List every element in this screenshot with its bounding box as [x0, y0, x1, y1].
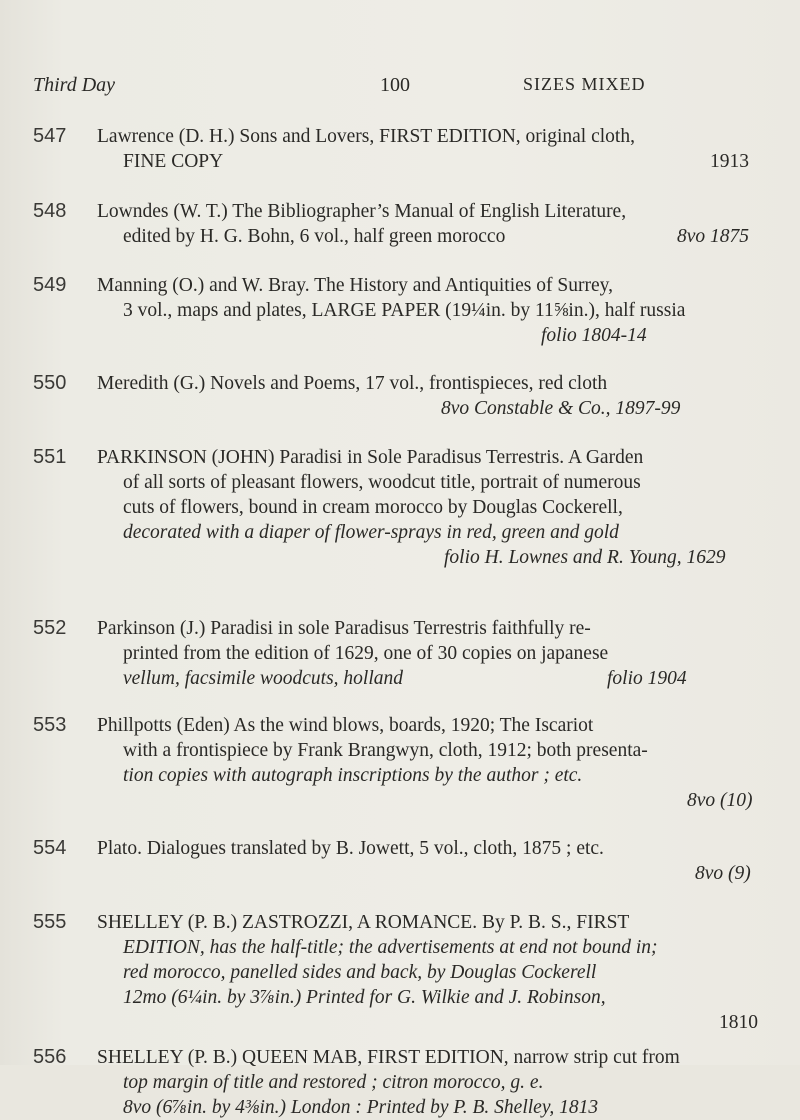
lot-number: 551: [33, 446, 67, 468]
lot-text: Lowndes (W. T.) The Bibliographer’s Manual of English Literature,: [97, 201, 627, 222]
lot-text: Phillpotts (Eden) As the wind blows, boards, 1920; The Iscariot: [97, 715, 594, 736]
lot-text: of all sorts of pleasant flowers, woodcut title, portrait of numerous: [123, 472, 641, 493]
lot-text: PARKINSON (JOHN) Paradisi in Sole Paradisus Terrestris. A Garden: [97, 447, 644, 468]
lot-text: red morocco, panelled sides and back, by Douglas Cockerell: [123, 962, 597, 983]
header-section: SIZES MIXED: [523, 74, 646, 94]
lot-number: 550: [33, 372, 67, 394]
lot-text: tion copies with autograph inscriptions by the author ; etc.: [123, 765, 583, 786]
lot-text-row: [97, 666, 777, 691]
lot-text: Lawrence (D. H.) Sons and Lovers, FIRST EDITION, original cloth,: [97, 126, 635, 147]
running-header: [0, 74, 800, 104]
lot-text: Plato. Dialogues translated by B. Jowett, 5 vol., cloth, 1875 ; etc.: [97, 838, 604, 859]
lot-text: SHELLEY (P. B.) QUEEN MAB, FIRST EDITION, narrow strip cut from: [97, 1047, 680, 1068]
lot-format: folio 1804-14: [541, 325, 647, 346]
lot-number: 548: [33, 200, 67, 222]
lot-imprint: 8vo (6⅞in. by 4⅜in.) London : Printed by P. B. Shelley, 1813: [123, 1097, 599, 1118]
lot-text: Parkinson (J.) Paradisi in sole Paradisus Terrestris faithfully re-: [97, 618, 591, 639]
lot-text-row: [97, 149, 777, 174]
page-number: 100: [380, 74, 410, 96]
lot-number: 552: [33, 617, 67, 639]
lot-number: 553: [33, 714, 67, 736]
lot-text: Manning (O.) and W. Bray. The History and Antiquities of Surrey,: [97, 275, 613, 296]
lot-text: 3 vol., maps and plates, LARGE PAPER (19¼in. by 11⅝in.), half russia: [123, 300, 686, 321]
lot-text: top margin of title and restored ; citron morocco, g. e.: [123, 1072, 544, 1093]
lot-text: FINE COPY: [123, 151, 224, 172]
lot-text: with a frontispiece by Frank Brangwyn, cloth, 1912; both presenta-: [123, 740, 648, 761]
lot-text: decorated with a diaper of flower-sprays in red, green and gold: [123, 522, 619, 543]
lot-text-row: [97, 224, 777, 249]
lot-format: folio 1904: [607, 668, 687, 689]
lot-format: 8vo 1875: [676, 226, 749, 247]
lot-format: 8vo (10): [687, 790, 753, 811]
lot-text: Meredith (G.) Novels and Poems, 17 vol., frontispieces, red cloth: [97, 373, 608, 394]
lot-format: 8vo (9): [695, 863, 751, 884]
lot-text: edited by H. G. Bohn, 6 vol., half green morocco: [123, 226, 506, 247]
lot-text: vellum, facsimile woodcuts, holland: [123, 668, 404, 689]
lot-number: 549: [33, 274, 67, 296]
lot-number: 554: [33, 837, 67, 859]
lot-number: 556: [33, 1046, 67, 1068]
lot-date: 1810: [719, 1012, 758, 1033]
lot-text: EDITION, has the half-title; the advertisements at end not bound in;: [123, 937, 658, 958]
header-day: Third Day: [33, 74, 116, 96]
lot-imprint: 8vo Constable & Co., 1897-99: [441, 398, 681, 419]
lot-date: 1913: [710, 151, 749, 172]
lot-text: cuts of flowers, bound in cream morocco by Douglas Cockerell,: [123, 497, 623, 518]
lot-number: 555: [33, 911, 67, 933]
lot-imprint: folio H. Lownes and R. Young, 1629: [444, 547, 726, 568]
lot-text: printed from the edition of 1629, one of 30 copies on japanese: [123, 643, 609, 664]
lot-text: SHELLEY (P. B.) ZASTROZZI, A ROMANCE. By P. B. S., FIRST: [97, 912, 630, 933]
lot-imprint: 12mo (6¼in. by 3⅞in.) Printed for G. Wilkie and J. Robinson,: [123, 987, 606, 1008]
lot-number: 547: [33, 125, 67, 147]
